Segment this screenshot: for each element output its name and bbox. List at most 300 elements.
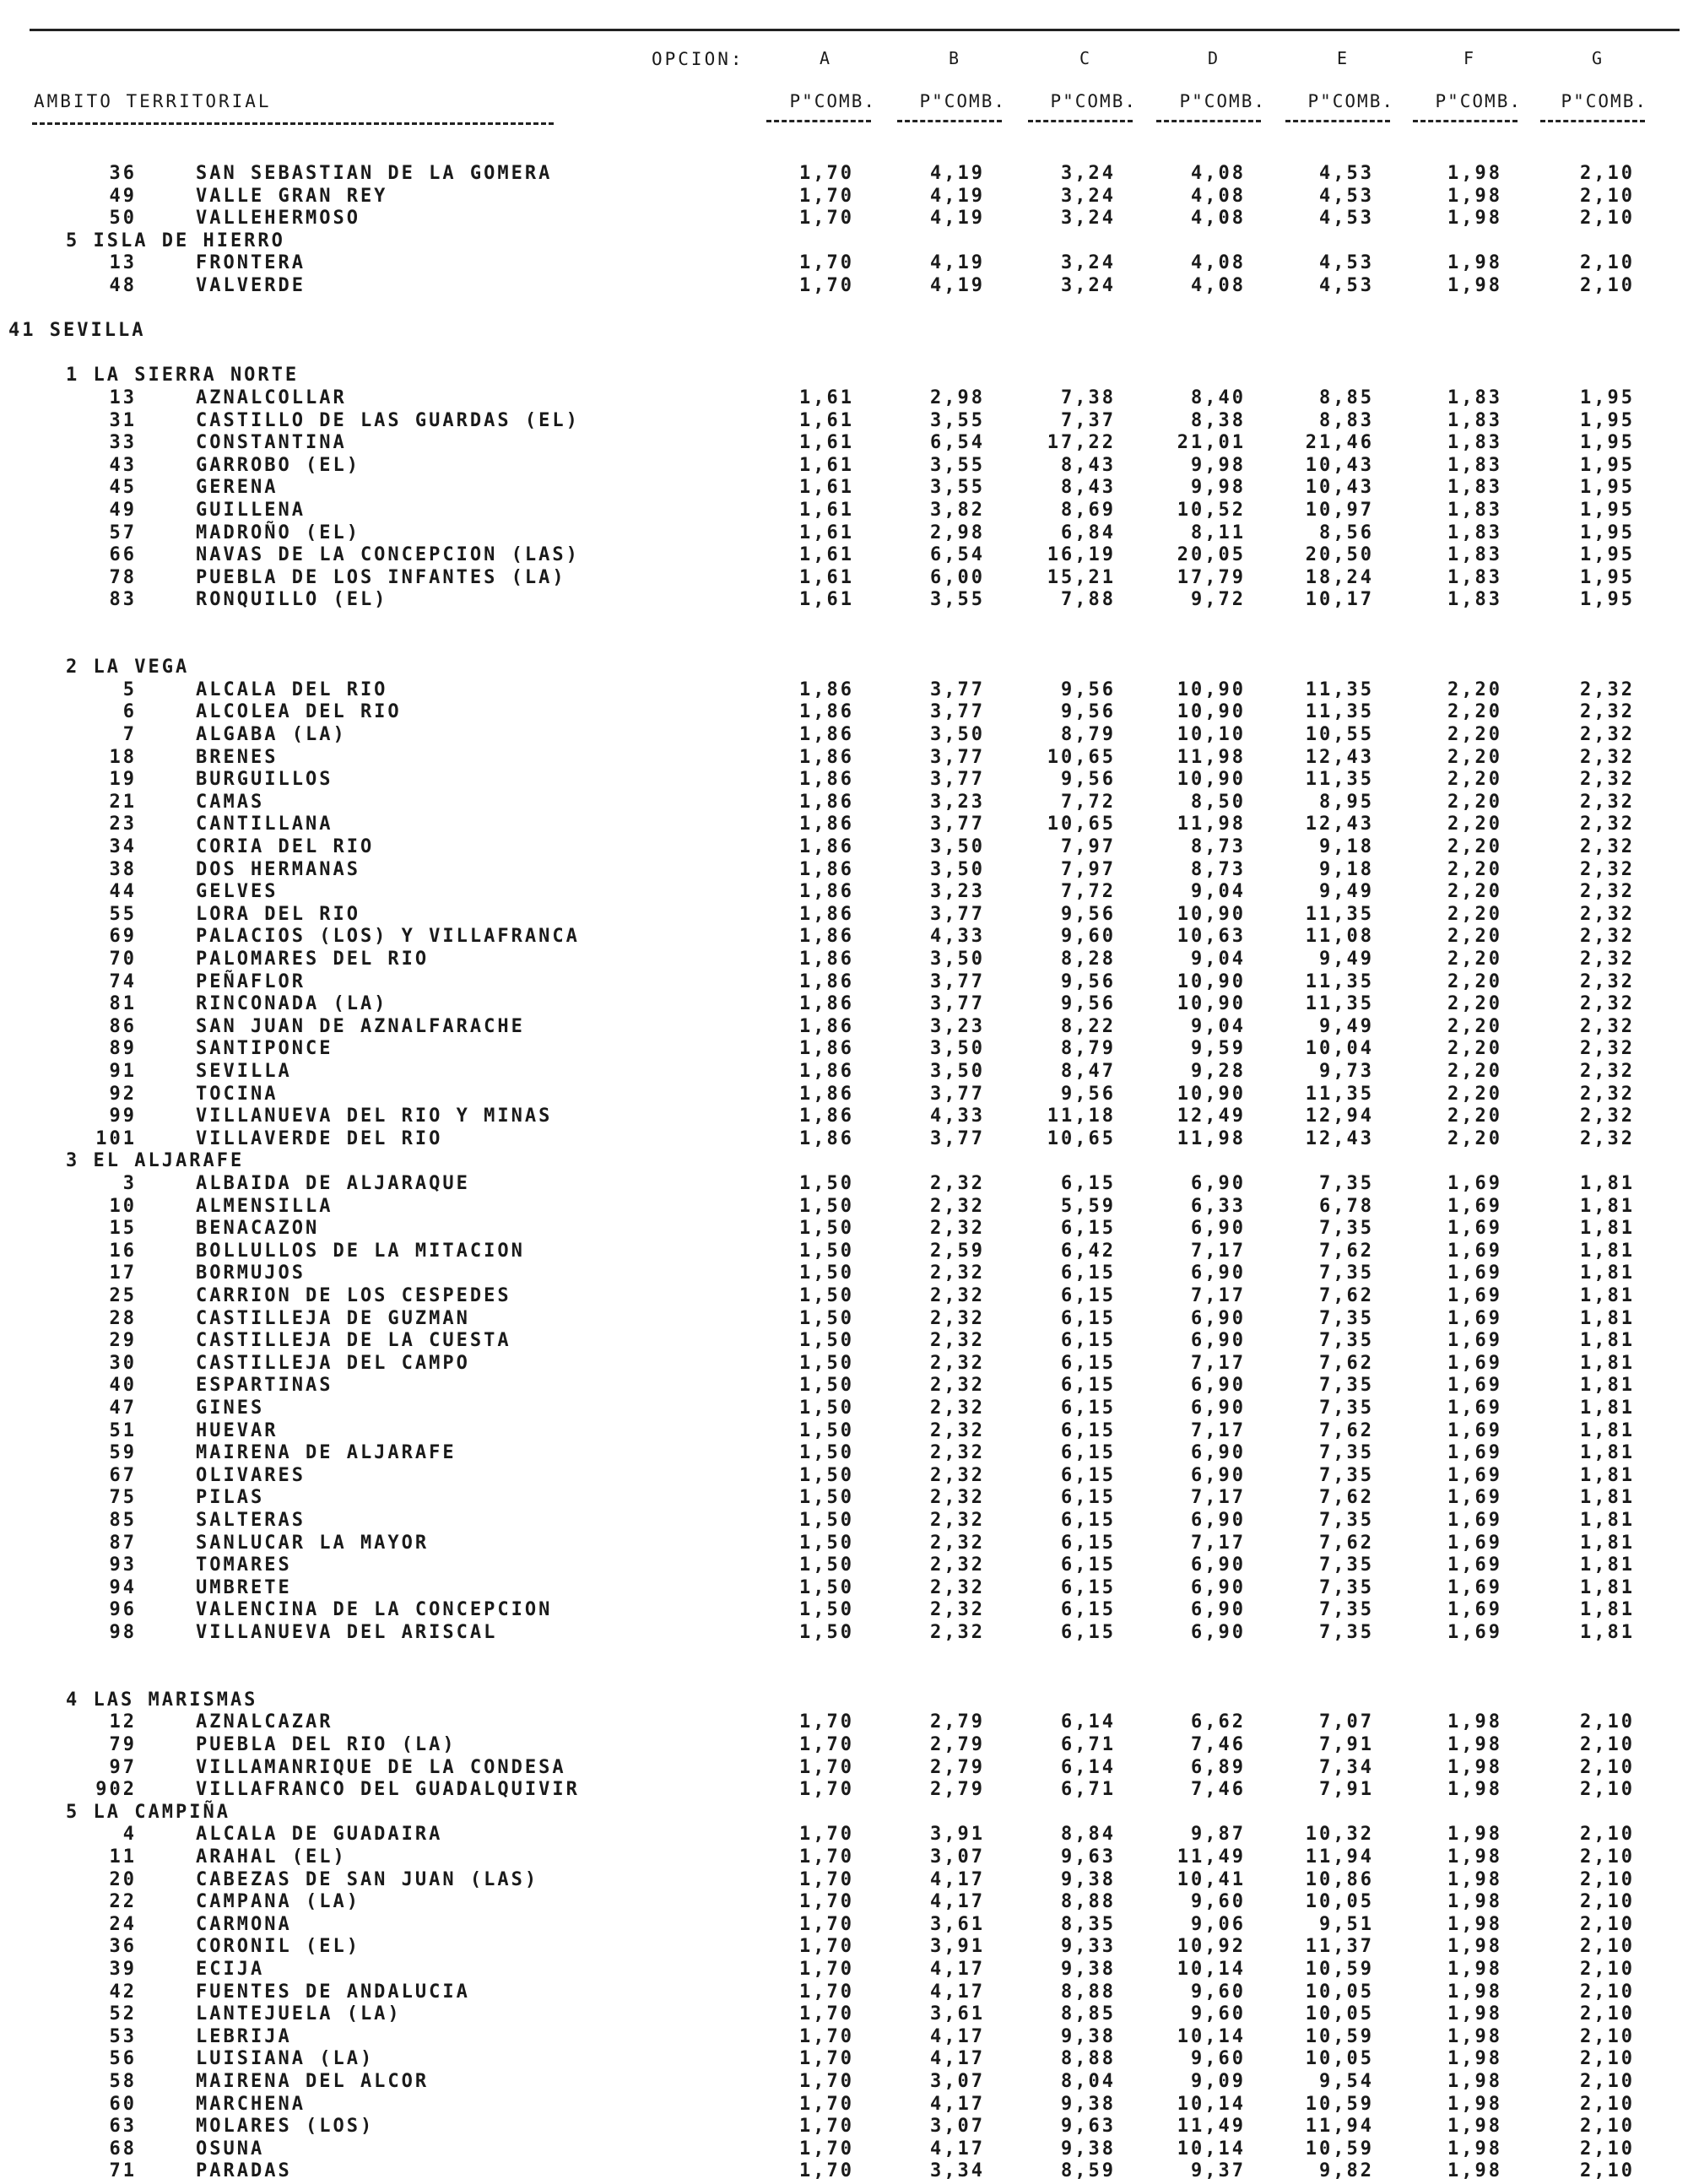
value-cell-c: 8,88 (1061, 1981, 1116, 2003)
municipality-name: NAVAS DE LA CONCEPCION (LAS) (196, 544, 580, 566)
value-cell-d: 6,90 (1191, 1330, 1246, 1352)
value-cell-b: 4,17 (930, 1891, 985, 1913)
value-cell-c: 6,14 (1061, 1711, 1116, 1733)
table-row (0, 1824, 1688, 1847)
value-cell-a: 1,70 (799, 1734, 854, 1755)
value-cell-a: 1,86 (799, 678, 854, 700)
municipality-code: 7 (122, 724, 137, 745)
value-cell-d: 9,98 (1191, 454, 1246, 476)
table-row (0, 455, 1688, 478)
spacer-row (0, 635, 1688, 658)
value-cell-a: 1,86 (799, 970, 854, 992)
value-cell-d: 9,04 (1191, 949, 1246, 970)
municipality-name: CARMONA (196, 1913, 292, 1935)
value-cell-e: 9,49 (1319, 949, 1374, 970)
value-cell-a: 1,86 (799, 724, 854, 745)
table-row (0, 1397, 1688, 1421)
value-cell-c: 6,15 (1061, 1285, 1116, 1306)
municipality-name: MOLARES (LOS) (196, 2116, 375, 2138)
municipality-code: 97 (109, 1756, 137, 1778)
value-cell-g: 1,95 (1580, 589, 1635, 611)
column-head-e: P"COMB. (1307, 91, 1394, 111)
municipality-name: CASTILLO DE LAS GUARDAS (EL) (196, 409, 580, 431)
municipality-code: 17 (109, 1262, 137, 1284)
spacer-row (0, 298, 1688, 322)
column-letter-b: B (948, 48, 960, 68)
value-cell-c: 10,65 (1047, 814, 1116, 835)
value-cell-a: 1,61 (799, 454, 854, 476)
value-cell-a: 1,86 (799, 858, 854, 880)
value-cell-b: 6,54 (930, 544, 985, 566)
municipality-code: 81 (109, 993, 137, 1015)
value-cell-c: 9,63 (1061, 1846, 1116, 1868)
value-cell-e: 7,35 (1319, 1375, 1374, 1397)
value-cell-b: 3,07 (930, 2071, 985, 2092)
municipality-name: ALGABA (LA) (196, 724, 347, 745)
value-cell-c: 8,35 (1061, 1913, 1116, 1935)
value-cell-e: 10,05 (1305, 1891, 1374, 1913)
value-cell-e: 7,62 (1319, 1532, 1374, 1554)
table-row (0, 2116, 1688, 2139)
value-cell-b: 2,32 (930, 1510, 985, 1531)
value-cell-g: 2,32 (1580, 678, 1635, 700)
value-cell-g: 1,81 (1580, 1240, 1635, 1262)
municipality-code: 16 (109, 1240, 137, 1262)
value-cell-d: 10,90 (1177, 993, 1246, 1015)
municipality-code: 91 (109, 1061, 137, 1082)
value-cell-d: 8,38 (1191, 409, 1246, 431)
value-cell-f: 1,69 (1447, 1599, 1502, 1621)
column-letter-e: E (1336, 48, 1348, 68)
value-cell-g: 2,10 (1580, 1891, 1635, 1913)
value-cell-c: 9,56 (1061, 678, 1116, 700)
value-cell-e: 12,43 (1305, 1127, 1374, 1149)
municipality-code: 23 (109, 814, 137, 835)
value-cell-f: 1,69 (1447, 1419, 1502, 1441)
municipality-name: VALLEHERMOSO (196, 208, 360, 230)
value-cell-c: 3,24 (1061, 163, 1116, 184)
value-cell-b: 3,77 (930, 970, 985, 992)
municipality-name: SAN JUAN DE AZNALFARACHE (196, 1015, 525, 1037)
value-cell-f: 1,83 (1447, 544, 1502, 566)
value-cell-a: 1,61 (799, 387, 854, 408)
municipality-name: SEVILLA (196, 1061, 292, 1082)
value-cell-g: 1,81 (1580, 1262, 1635, 1284)
value-cell-f: 1,69 (1447, 1532, 1502, 1554)
municipality-code: 92 (109, 1083, 137, 1105)
value-cell-a: 1,70 (799, 1779, 854, 1801)
value-cell-a: 1,86 (799, 1038, 854, 1060)
table-row (0, 1622, 1688, 1646)
value-cell-a: 1,70 (799, 1913, 854, 1935)
table-row (0, 747, 1688, 770)
value-cell-b: 4,17 (930, 2093, 985, 2115)
district-label: 1 LA SIERRA NORTE (66, 365, 300, 387)
municipality-code: 20 (109, 1868, 137, 1890)
value-cell-f: 1,69 (1447, 1195, 1502, 1217)
value-cell-g: 2,10 (1580, 2093, 1635, 2115)
value-cell-g: 2,32 (1580, 724, 1635, 745)
municipality-code: 5 (122, 678, 137, 700)
value-cell-e: 11,35 (1305, 1083, 1374, 1105)
value-cell-a: 1,50 (799, 1375, 854, 1397)
value-cell-a: 1,70 (799, 2025, 854, 2047)
column-head-f: P"COMB. (1435, 91, 1522, 111)
value-cell-a: 1,50 (799, 1397, 854, 1419)
value-cell-d: 7,17 (1191, 1419, 1246, 1441)
table-row (0, 186, 1688, 209)
value-cell-e: 7,62 (1319, 1285, 1374, 1306)
table-row (0, 1554, 1688, 1578)
district-header (0, 230, 1688, 254)
column-letter-f: F (1463, 48, 1474, 68)
value-cell-a: 1,50 (799, 1599, 854, 1621)
value-cell-b: 4,17 (930, 1981, 985, 2003)
value-cell-f: 1,69 (1447, 1464, 1502, 1486)
municipality-name: ALBAIDA DE ALJARAQUE (196, 1173, 470, 1194)
value-cell-f: 1,69 (1447, 1307, 1502, 1329)
table-row (0, 769, 1688, 792)
value-cell-a: 1,70 (799, 1959, 854, 1980)
value-cell-e: 7,35 (1319, 1330, 1374, 1352)
value-cell-d: 11,98 (1177, 1127, 1246, 1149)
value-cell-c: 8,59 (1061, 2160, 1116, 2182)
table-row (0, 1846, 1688, 1870)
value-cell-f: 1,98 (1447, 163, 1502, 184)
value-cell-a: 1,61 (799, 409, 854, 431)
value-cell-b: 6,54 (930, 432, 985, 454)
column-letter-g: G (1591, 48, 1603, 68)
value-cell-g: 1,81 (1580, 1510, 1635, 1531)
table-row (0, 1936, 1688, 1960)
value-cell-c: 9,56 (1061, 1083, 1116, 1105)
municipality-code: 40 (109, 1375, 137, 1397)
value-cell-g: 1,81 (1580, 1218, 1635, 1240)
municipality-name: CABEZAS DE SAN JUAN (LAS) (196, 1868, 539, 1890)
value-cell-c: 9,63 (1061, 2116, 1116, 2138)
value-cell-c: 9,56 (1061, 903, 1116, 925)
table-row (0, 1779, 1688, 1803)
value-cell-b: 3,77 (930, 993, 985, 1015)
value-cell-e: 11,35 (1305, 903, 1374, 925)
value-cell-d: 11,98 (1177, 746, 1246, 768)
value-cell-b: 2,79 (930, 1756, 985, 1778)
municipality-code: 18 (109, 746, 137, 768)
table-row (0, 1106, 1688, 1129)
value-cell-c: 6,15 (1061, 1419, 1116, 1441)
value-cell-f: 1,98 (1447, 1779, 1502, 1801)
value-cell-d: 10,90 (1177, 970, 1246, 992)
value-cell-c: 6,15 (1061, 1464, 1116, 1486)
value-cell-b: 3,77 (930, 903, 985, 925)
value-cell-g: 2,10 (1580, 2003, 1635, 2025)
value-cell-f: 1,98 (1447, 1824, 1502, 1846)
value-cell-d: 10,90 (1177, 769, 1246, 791)
value-cell-a: 1,50 (799, 1240, 854, 1262)
value-cell-a: 1,86 (799, 881, 854, 903)
value-cell-e: 7,35 (1319, 1464, 1374, 1486)
value-cell-f: 2,20 (1447, 1083, 1502, 1105)
table-row (0, 1038, 1688, 1062)
value-cell-d: 6,90 (1191, 1442, 1246, 1464)
table-row (0, 522, 1688, 546)
municipality-name: VILLANUEVA DEL RIO Y MINAS (196, 1106, 553, 1127)
value-cell-b: 3,23 (930, 881, 985, 903)
municipality-name: DOS HERMANAS (196, 858, 360, 880)
municipality-name: RONQUILLO (EL) (196, 589, 388, 611)
table-row (0, 2138, 1688, 2162)
municipality-name: SANLUCAR LA MAYOR (196, 1532, 430, 1554)
table-row (0, 1353, 1688, 1376)
value-cell-e: 12,94 (1305, 1106, 1374, 1127)
table-row (0, 387, 1688, 411)
table-row (0, 2071, 1688, 2095)
table-row (0, 410, 1688, 434)
value-cell-g: 1,81 (1580, 1487, 1635, 1509)
municipality-name: ALCOLEA DEL RIO (196, 701, 402, 723)
table-row (0, 1914, 1688, 1938)
value-cell-a: 1,50 (799, 1554, 854, 1576)
value-cell-g: 1,81 (1580, 1442, 1635, 1464)
value-cell-b: 2,32 (930, 1487, 985, 1509)
value-cell-e: 11,35 (1305, 678, 1374, 700)
value-cell-e: 9,73 (1319, 1061, 1374, 1082)
value-cell-c: 6,15 (1061, 1262, 1116, 1284)
value-cell-b: 2,32 (930, 1397, 985, 1419)
value-cell-e: 10,59 (1305, 2025, 1374, 2047)
value-cell-c: 3,24 (1061, 252, 1116, 274)
value-cell-e: 18,24 (1305, 566, 1374, 588)
value-cell-d: 7,17 (1191, 1285, 1246, 1306)
value-cell-c: 10,65 (1047, 746, 1116, 768)
value-cell-g: 2,10 (1580, 252, 1635, 274)
value-cell-f: 1,98 (1447, 185, 1502, 207)
municipality-name: AZNALCAZAR (196, 1711, 333, 1733)
municipality-name: UMBRETE (196, 1576, 292, 1598)
district-header (0, 1802, 1688, 1825)
value-cell-c: 15,21 (1047, 566, 1116, 588)
value-cell-e: 11,35 (1305, 970, 1374, 992)
municipality-code: 58 (109, 2071, 137, 2092)
municipality-name: VALLE GRAN REY (196, 185, 388, 207)
value-cell-f: 2,20 (1447, 678, 1502, 700)
value-cell-d: 7,17 (1191, 1240, 1246, 1262)
value-cell-g: 2,32 (1580, 1106, 1635, 1127)
value-cell-b: 2,32 (930, 1464, 985, 1486)
value-cell-c: 8,47 (1061, 1061, 1116, 1082)
value-cell-g: 2,10 (1580, 2160, 1635, 2182)
value-cell-b: 3,77 (930, 746, 985, 768)
municipality-code: 36 (109, 1936, 137, 1958)
value-cell-e: 8,95 (1319, 791, 1374, 813)
municipality-name: VILLAFRANCO DEL GUADALQUIVIR (196, 1779, 580, 1801)
value-cell-g: 2,32 (1580, 1038, 1635, 1060)
table-row (0, 2094, 1688, 2117)
value-cell-b: 4,19 (930, 275, 985, 296)
value-cell-c: 6,15 (1061, 1307, 1116, 1329)
value-cell-c: 6,71 (1061, 1734, 1116, 1755)
value-cell-e: 11,35 (1305, 701, 1374, 723)
table-row (0, 500, 1688, 523)
value-cell-f: 2,20 (1447, 970, 1502, 992)
province-label: 41 SEVILLA (8, 320, 146, 342)
value-cell-b: 3,55 (930, 589, 985, 611)
table-row (0, 275, 1688, 299)
value-cell-c: 8,84 (1061, 1824, 1116, 1846)
value-cell-g: 1,81 (1580, 1576, 1635, 1598)
table-row (0, 1375, 1688, 1398)
table-row (0, 1599, 1688, 1623)
municipality-name: BENACAZON (196, 1218, 320, 1240)
value-cell-d: 11,98 (1177, 814, 1246, 835)
value-cell-f: 1,98 (1447, 208, 1502, 230)
value-cell-c: 6,14 (1061, 1756, 1116, 1778)
value-cell-e: 9,54 (1319, 2071, 1374, 2092)
value-cell-g: 2,32 (1580, 858, 1635, 880)
municipality-code: 24 (109, 1913, 137, 1935)
value-cell-e: 10,04 (1305, 1038, 1374, 1060)
value-cell-g: 2,32 (1580, 881, 1635, 903)
value-cell-f: 1,98 (1447, 1734, 1502, 1755)
municipality-code: 83 (109, 589, 137, 611)
municipality-name: CAMPANA (LA) (196, 1891, 360, 1913)
value-cell-f: 1,83 (1447, 387, 1502, 408)
municipality-code: 44 (109, 881, 137, 903)
municipality-name: MARCHENA (196, 2093, 306, 2115)
value-cell-c: 3,24 (1061, 208, 1116, 230)
value-cell-e: 7,35 (1319, 1262, 1374, 1284)
value-cell-c: 9,38 (1061, 1959, 1116, 1980)
value-cell-e: 7,35 (1319, 1576, 1374, 1598)
value-cell-d: 6,90 (1191, 1576, 1246, 1598)
value-cell-a: 1,61 (799, 500, 854, 521)
municipality-name: VALENCINA DE LA CONCEPCION (196, 1599, 553, 1621)
value-cell-f: 1,98 (1447, 252, 1502, 274)
district-label: 4 LAS MARISMAS (66, 1689, 258, 1711)
value-cell-a: 1,86 (799, 1083, 854, 1105)
value-cell-d: 9,60 (1191, 1891, 1246, 1913)
value-cell-a: 1,86 (799, 949, 854, 970)
value-cell-d: 6,90 (1191, 1397, 1246, 1419)
municipality-name: BOLLULLOS DE LA MITACION (196, 1240, 525, 1262)
value-cell-e: 11,35 (1305, 769, 1374, 791)
value-cell-b: 2,32 (930, 1576, 985, 1598)
value-cell-b: 3,50 (930, 1038, 985, 1060)
value-cell-a: 1,50 (799, 1442, 854, 1464)
municipality-name: GINES (196, 1397, 265, 1419)
municipality-code: 22 (109, 1891, 137, 1913)
value-cell-e: 9,49 (1319, 1015, 1374, 1037)
municipality-code: 902 (95, 1779, 137, 1801)
value-cell-f: 2,20 (1447, 746, 1502, 768)
value-cell-b: 3,50 (930, 836, 985, 857)
value-cell-e: 7,35 (1319, 1622, 1374, 1643)
value-cell-f: 1,98 (1447, 1959, 1502, 1980)
table-row (0, 1196, 1688, 1219)
value-cell-g: 2,32 (1580, 746, 1635, 768)
municipality-code: 19 (109, 769, 137, 791)
column-letter-d: D (1207, 48, 1219, 68)
value-cell-f: 1,98 (1447, 275, 1502, 296)
value-cell-g: 2,10 (1580, 163, 1635, 184)
value-cell-c: 17,22 (1047, 432, 1116, 454)
value-cell-b: 3,34 (930, 2160, 985, 2182)
municipality-code: 30 (109, 1352, 137, 1374)
value-cell-d: 9,60 (1191, 1981, 1246, 2003)
value-cell-d: 9,87 (1191, 1824, 1246, 1846)
value-cell-e: 9,49 (1319, 881, 1374, 903)
value-cell-d: 9,28 (1191, 1061, 1246, 1082)
value-cell-e: 7,62 (1319, 1240, 1374, 1262)
value-cell-d: 10,14 (1177, 2093, 1246, 2115)
value-cell-a: 1,50 (799, 1285, 854, 1306)
municipality-name: ARAHAL (EL) (196, 1846, 347, 1868)
value-cell-a: 1,50 (799, 1576, 854, 1598)
value-cell-f: 1,69 (1447, 1173, 1502, 1194)
value-cell-a: 1,50 (799, 1307, 854, 1329)
value-cell-d: 7,17 (1191, 1487, 1246, 1509)
value-cell-a: 1,70 (799, 2071, 854, 2092)
municipality-code: 53 (109, 2025, 137, 2047)
municipality-name: VILLANUEVA DEL ARISCAL (196, 1622, 498, 1643)
value-cell-g: 2,10 (1580, 1756, 1635, 1778)
value-cell-d: 10,90 (1177, 701, 1246, 723)
value-cell-b: 2,79 (930, 1779, 985, 1801)
district-header (0, 1689, 1688, 1713)
value-cell-g: 2,10 (1580, 2025, 1635, 2047)
value-cell-f: 2,20 (1447, 1038, 1502, 1060)
value-cell-g: 2,10 (1580, 2138, 1635, 2160)
value-cell-f: 1,69 (1447, 1352, 1502, 1374)
municipality-code: 55 (109, 903, 137, 925)
table-row (0, 477, 1688, 500)
value-cell-b: 4,17 (930, 2048, 985, 2070)
table-row (0, 679, 1688, 703)
value-cell-b: 3,77 (930, 769, 985, 791)
value-cell-b: 2,98 (930, 522, 985, 543)
table-row (0, 1420, 1688, 1444)
value-cell-a: 1,86 (799, 1106, 854, 1127)
municipality-name: CORONIL (EL) (196, 1936, 360, 1958)
value-cell-b: 2,32 (930, 1375, 985, 1397)
value-cell-b: 3,50 (930, 858, 985, 880)
value-cell-d: 10,63 (1177, 926, 1246, 948)
value-cell-c: 9,56 (1061, 701, 1116, 723)
value-cell-a: 1,70 (799, 163, 854, 184)
value-cell-g: 2,32 (1580, 970, 1635, 992)
value-cell-d: 21,01 (1177, 432, 1246, 454)
value-cell-d: 9,06 (1191, 1913, 1246, 1935)
municipality-code: 93 (109, 1554, 137, 1576)
value-cell-g: 1,95 (1580, 566, 1635, 588)
value-cell-c: 8,04 (1061, 2071, 1116, 2092)
value-cell-b: 2,98 (930, 387, 985, 408)
table-row (0, 1981, 1688, 2005)
municipality-name: PALACIOS (LOS) Y VILLAFRANCA (196, 926, 580, 948)
value-cell-g: 2,32 (1580, 1015, 1635, 1037)
value-cell-b: 4,17 (930, 1959, 985, 1980)
value-cell-b: 3,55 (930, 409, 985, 431)
municipality-name: BRENES (196, 746, 279, 768)
value-cell-d: 9,98 (1191, 477, 1246, 499)
value-cell-d: 6,90 (1191, 1375, 1246, 1397)
value-cell-f: 1,98 (1447, 2093, 1502, 2115)
value-cell-a: 1,70 (799, 1756, 854, 1778)
value-cell-f: 1,98 (1447, 1868, 1502, 1890)
value-cell-f: 1,98 (1447, 2003, 1502, 2025)
value-cell-e: 7,35 (1319, 1554, 1374, 1576)
municipality-code: 86 (109, 1015, 137, 1037)
